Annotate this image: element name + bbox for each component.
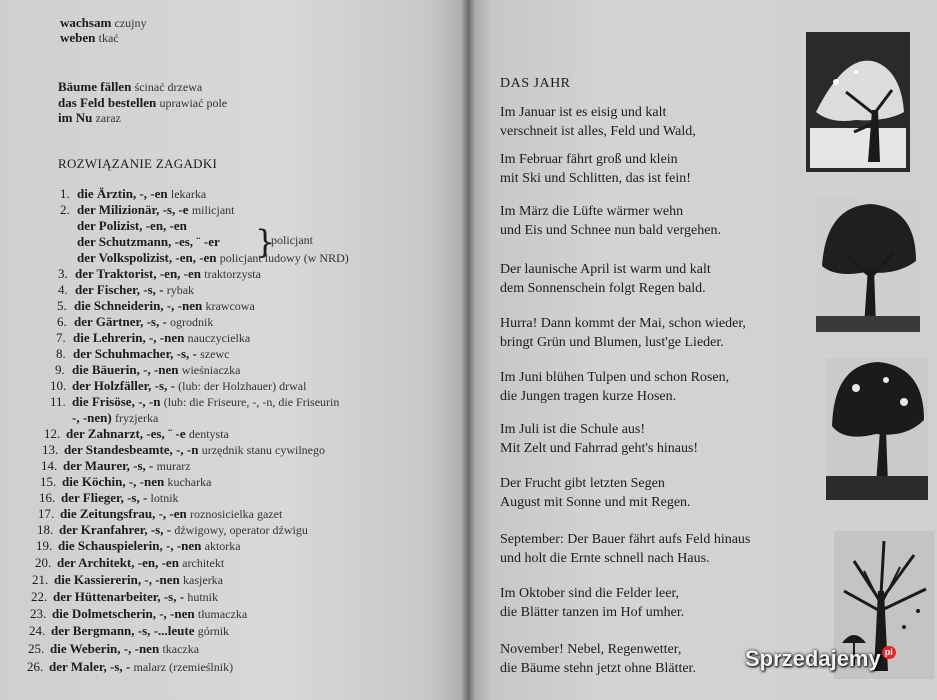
solution-heading: ROZWIĄZANIE ZAGADKI <box>58 156 218 171</box>
solution-row: der Volkspolizist, -en, -en policjant ludowy (w NRD) <box>77 250 349 265</box>
solution-row: 21. die Kassiererin, -, -nen kasjerka <box>32 572 224 587</box>
solution-row: 8. der Schuhmacher, -s, - szewc <box>56 346 230 361</box>
solution-row: 2. der Milizionär, -s, -e milicjant <box>60 202 235 217</box>
solution-row: 20. der Architekt, -en, -en architekt <box>35 555 225 570</box>
vocab-item: wachsam czujny <box>60 15 147 30</box>
poem-stanza: Im Januar ist es eisig und kalt verschneit ist alles, Feld und Wald, <box>500 105 696 139</box>
solution-row: 6. der Gärtner, -s, - ogrodnik <box>57 314 214 329</box>
solution-row: 5. die Schneiderin, -, -nen krawcowa <box>57 298 255 313</box>
vocab-item: weben tkać <box>60 30 119 45</box>
solution-row: 9. die Bäuerin, -, -nen wieśniaczka <box>55 362 241 377</box>
poem-stanza: Im Juni blühen Tulpen und schon Rosen, die Jungen tragen kurze Hosen. <box>500 370 730 404</box>
poem-stanza: Der launische April ist warm und kalt dem Sonnenschein folgt Regen bald. <box>500 262 711 296</box>
solution-row: 26. der Maler, -s, - malarz (rzemieślnik) <box>27 659 234 674</box>
brace-symbol: } <box>255 223 276 261</box>
spring-tree-illustration <box>816 196 920 332</box>
solution-row: 19. die Schauspielerin, -, -nen aktorka <box>36 538 241 553</box>
solution-row: 23. die Dolmetscherin, -, -nen tłumaczka <box>30 606 248 621</box>
solution-row: 15. die Köchin, -, -nen kucharka <box>40 474 212 489</box>
poem-stanza: November! Nebel, Regenwetter, die Bäume stehn jetzt ohne Blätter. <box>500 642 696 676</box>
solution-gloss: policjant <box>271 233 313 247</box>
solution-row: 12. der Zahnarzt, -es, ¨ -e dentysta <box>44 426 229 441</box>
solution-row: 24. der Bergmann, -s, -...leute górnik <box>29 623 230 638</box>
summer-tree-illustration <box>826 358 928 500</box>
vocab-item: Bäume fällen ścinać drzewa <box>58 79 203 94</box>
site-watermark: Sprzedajemy pl <box>745 646 896 672</box>
solution-row: der Schutzmann, -es, ¨ -er <box>77 234 220 249</box>
solution-row: 18. der Kranfahrer, -s, - dźwigowy, operator dźwigu <box>37 522 308 537</box>
solution-row: 16. der Flieger, -s, - lotnik <box>39 490 179 505</box>
solution-row: der Polizist, -en, -en <box>77 218 187 233</box>
vocab-item: das Feld bestellen uprawiać pole <box>58 95 228 110</box>
solution-row: 25. die Weberin, -, -nen tkaczka <box>28 641 200 656</box>
solution-row: 11. die Frisöse, -, -n (lub: die Friseure, -, -n, die Friseurin <box>50 394 340 409</box>
winter-tree-illustration <box>806 32 910 172</box>
solution-row: 4. der Fischer, -s, - rybak <box>58 282 195 297</box>
book-gutter <box>462 0 474 700</box>
solution-row: 13. der Standesbeamte, -, -n urzędnik stanu cywilnego <box>42 442 326 457</box>
poem-stanza: Hurra! Dann kommt der Mai, schon wieder, bringt Grün und Blumen, lust'ge Lieder. <box>500 316 746 350</box>
solution-row: 14. der Maurer, -s, - murarz <box>41 458 191 473</box>
solution-row: 22. der Hüttenarbeiter, -s, - hutnik <box>31 589 218 604</box>
solution-row: 3. der Traktorist, -en, -en traktorzysta <box>58 266 261 281</box>
poem-stanza: Im Juli ist die Schule aus! Mit Zelt und Fahrrad geht's hinaus! <box>500 422 699 456</box>
solution-row: 10. der Holzfäller, -s, - (lub: der Holzhauer) drwal <box>50 378 307 393</box>
poem-stanza: Im Oktober sind die Felder leer, die Blätter tanzen im Hof umher. <box>500 586 685 620</box>
poem-stanza: September: Der Bauer fährt aufs Feld hinaus und holt die Ernte schnell nach Haus. <box>500 532 751 566</box>
poem-title: DAS JAHR <box>500 76 571 91</box>
vocab-item: im Nu zaraz <box>58 110 121 125</box>
poem-stanza: Im März die Lüfte wärmer wehn und Eis und Schnee nun bald vergehen. <box>500 204 721 238</box>
solution-row: 17. die Zeitungsfrau, -, -en roznosicielka gazet <box>38 506 283 521</box>
solution-row: 1. die Ärztin, -, -en lekarka <box>60 186 207 201</box>
poem-stanza: Im Februar fährt groß und klein mit Ski und Schlitten, das ist fein! <box>500 152 691 186</box>
solution-row: 7. die Lehrerin, -, -nen nauczycielka <box>56 330 251 345</box>
solution-row: -, -nen) fryzjerka <box>72 410 159 425</box>
poem-stanza: Der Frucht gibt letzten Segen August mit Sonne und mit Regen. <box>500 476 691 510</box>
